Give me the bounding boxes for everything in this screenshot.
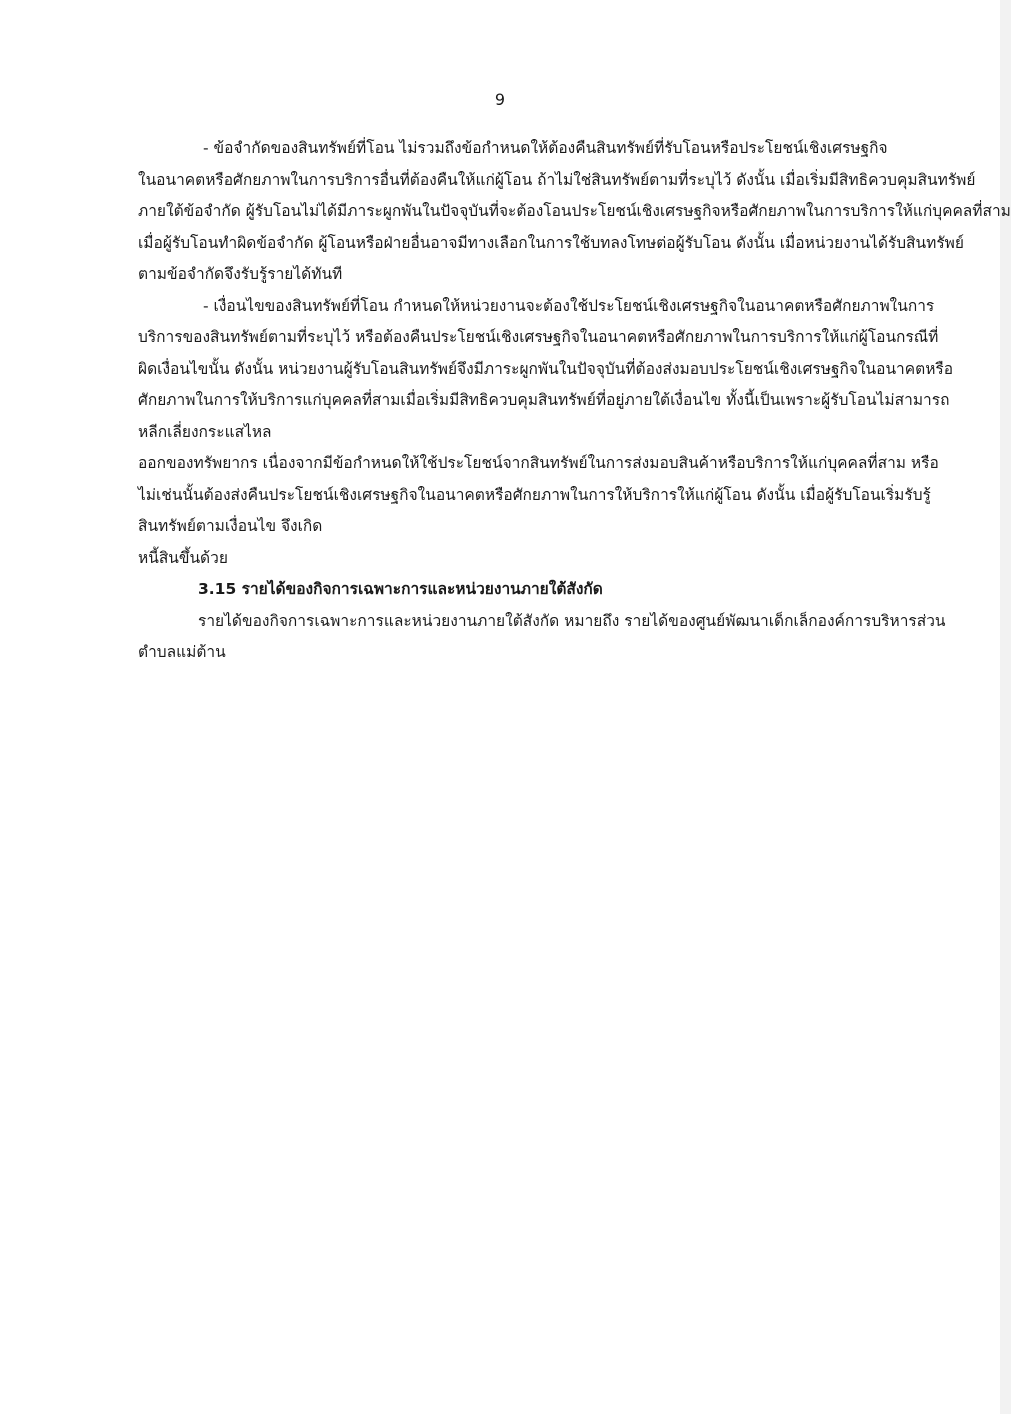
paragraph-special-activity-revenue — [138, 606, 946, 669]
text-line: ตามข้อจำกัดจึงรับรู้รายได้ทันที — [138, 265, 343, 283]
paragraph-asset-restrictions — [138, 133, 1011, 291]
paragraph-asset-conditions — [138, 291, 954, 575]
text-line: ไม่เช่นนั้นต้องส่งคืนประโยชน์เชิงเศรษฐกิจในอนาคตหรือศักยภาพในการให้บริการให้แก่ผู้โอน ดังนั้น เมื่อผู้รับโอนเริ่มรับรู้ — [138, 485, 931, 504]
text-line: ออกของทรัพยากร เนื่องจากมีข้อกำหนดให้ใช้ประโยชน์จากสินทรัพย์ในการส่งมอบสินค้าหรือบริการให้แก่บุคคลที่สาม หรือ — [138, 454, 939, 472]
page-number: 9 — [494, 90, 506, 109]
text-line: - ข้อจำกัดของสินทรัพย์ที่โอน ไม่รวมถึงข้อกำหนดให้ต้องคืนสินทรัพย์ที่รับโอนหรือประโยชน์เชิงเศรษฐกิจ — [203, 139, 888, 157]
text-line: สินทรัพย์ตามเงื่อนไข จึงเกิด — [138, 517, 323, 535]
text-line: ศักยภาพในการให้บริการแก่บุคคลที่สามเมื่อเริ่มมีสิทธิควบคุมสินทรัพย์ที่อยู่ภายใต้เงื่อนไข ทั้งนี้เป็นเพราะผู้รับโอนไม่สามารถ — [138, 391, 950, 409]
text-line: ภายใต้ข้อจำกัด ผู้รับโอนไม่ได้มีภาระผูกพันในปัจจุบันที่จะต้องโอนประโยชน์เชิงเศรษฐกิจหรือศักยภาพในการบริการให้แก่บุคคลที่สาม — [138, 202, 1011, 220]
text-line: ในอนาคตหรือศักยภาพในการบริการอื่นที่ต้องคืนให้แก่ผู้โอน ถ้าไม่ใช่สินทรัพย์ตามที่ระบุไว้ ดังนั้น เมื่อเริ่มมีสิทธิควบคุมสินทรัพย์ — [138, 170, 976, 189]
text-line: หนี้สินขึ้นด้วย — [138, 548, 228, 567]
text-line: ตำบลแม่ต้าน — [138, 643, 226, 661]
text-line: รายได้ของกิจการเฉพาะการและหน่วยงานภายใต้สังกัด หมายถึง รายได้ของศูนย์พัฒนาเด็กเล็กองค์การบริหารส่วน — [198, 611, 946, 630]
text-line: ผิดเงื่อนไขนั้น ดังนั้น หน่วยงานผู้รับโอนสินทรัพย์จึงมีภาระผูกพันในปัจจุบันที่ต้องส่งมอบประโยชน์เชิงเศรษฐกิจในอนาคตหรือ — [138, 359, 954, 378]
text-line: - เงื่อนไขของสินทรัพย์ที่โอน กำหนดให้หน่วยงานจะต้องใช้ประโยชน์เชิงเศรษฐกิจในอนาคตหรือศักยภาพในการ — [203, 296, 935, 315]
text-line: หลีกเลี่ยงกระแสไหล — [138, 422, 272, 441]
section-heading: 3.15 รายได้ของกิจการเฉพาะการและหน่วยงานภายใต้สังกัด — [198, 580, 603, 598]
document-body — [138, 133, 1011, 669]
text-line: เมื่อผู้รับโอนทำผิดข้อจำกัด ผู้โอนหรือฝ่ายอื่นอาจมีทางเลือกในการใช้บทลงโทษต่อผู้รับโอน ดังนั้น เมื่อหน่วยงานได้รับสินทรัพย์ — [138, 233, 964, 252]
text-line: บริการของสินทรัพย์ตามที่ระบุไว้ หรือต้องคืนประโยชน์เชิงเศรษฐกิจในอนาคตหรือศักยภาพในการบริการให้แก่ผู้โอนกรณีที่ — [138, 328, 939, 346]
